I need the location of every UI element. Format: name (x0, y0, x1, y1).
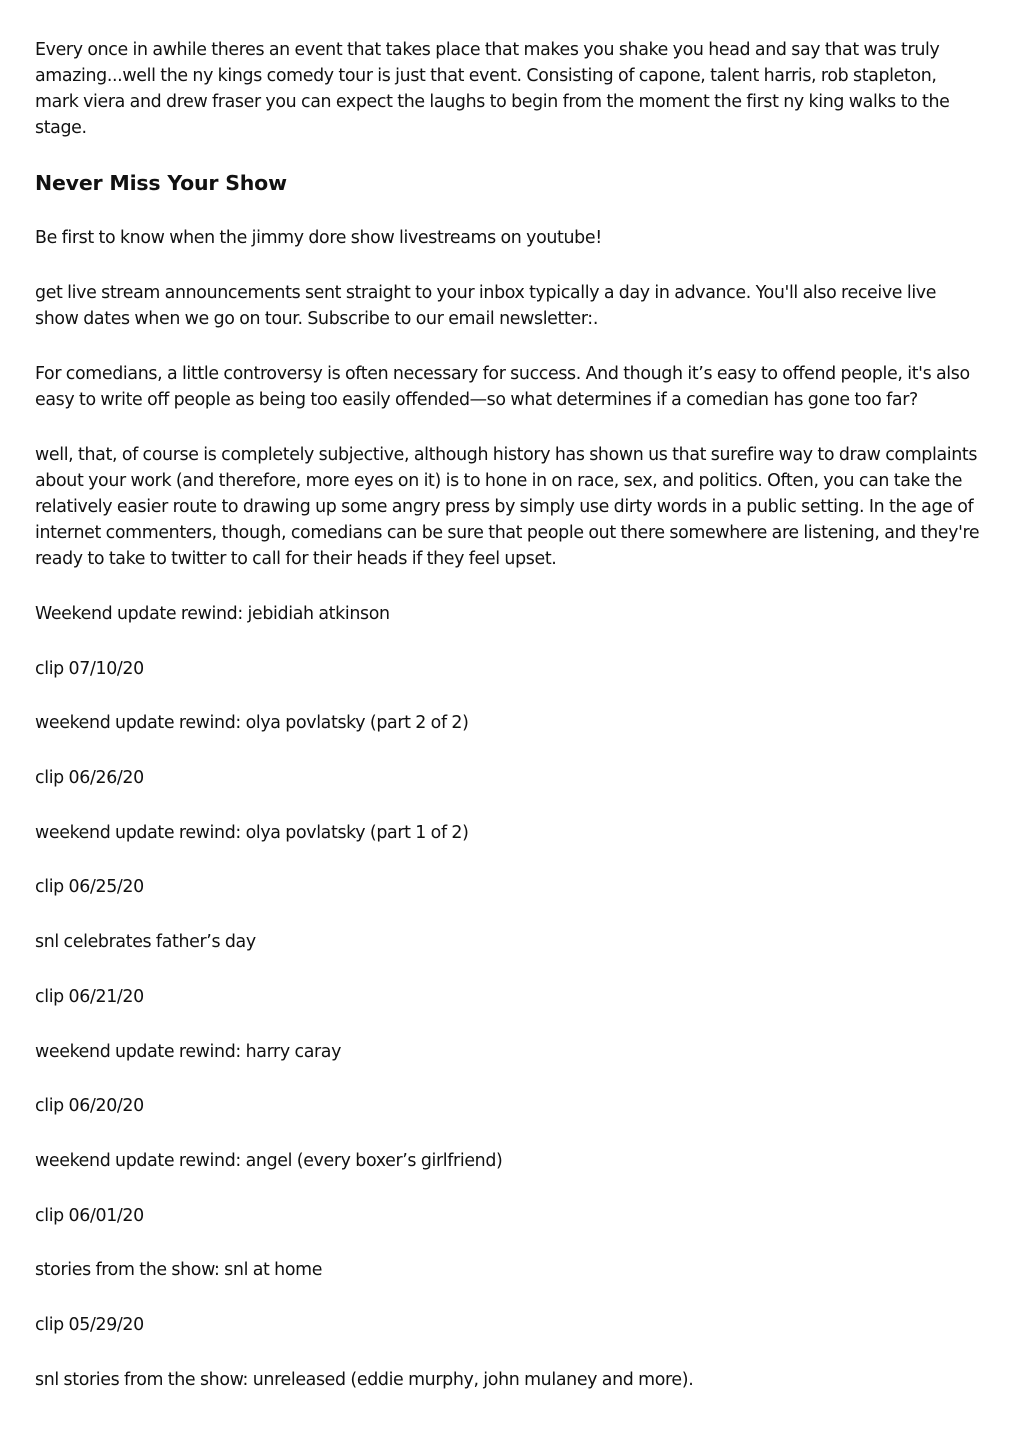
list-item: Weekend update rewind: jebidiah atkinson (35, 604, 390, 624)
article (35, 37, 984, 1393)
paragraph: get live stream announcements sent straight to your inbox typically a day in advance. You'll also receive live show dates when we go on tour. Subscribe to our email newsletter:. (35, 283, 937, 329)
intro-paragraph: Every once in awhile theres an event that takes place that makes you shake you head and say that was truly amazing...well the ny kings comedy tour is just that event. Consisting of capone, talent harris, rob stapleton, mark viera and drew fraser you can expect the laughs to begin from the moment the first ny king walks to the stage. (35, 40, 950, 138)
paragraph: well, that, of course is completely subjective, although history has shown us that surefire way to draw complaints about your work (and therefore, more eyes on it) is to hone in on race, sex, and politics. Often, you can take the relatively easier route to drawing up some angry press by simply use dirty words in a public setting. In the age of internet commenters, though, comedians can be sure that people out there somewhere are listening, and they're ready to take to twitter to call for their heads if they feel upset. (35, 445, 980, 569)
list-item: clip 05/29/20 (35, 1314, 144, 1335)
list-item: clip 06/26/20 (35, 768, 144, 789)
paragraph: Be first to know when the jimmy dore show livestreams on youtube! (35, 228, 602, 248)
list-item: stories from the show: snl at home (35, 1260, 323, 1281)
paragraph: For comedians, a little controversy is often necessary for success. And though it’s easy to offend people, it's also easy to write off people as being too easily offended—so what determines if a comedian has gone too far? (35, 364, 970, 410)
clip-list (35, 601, 984, 1393)
list-item: clip 06/20/20 (35, 1096, 144, 1117)
list-item: clip 07/10/20 (35, 658, 144, 679)
list-item: weekend update rewind: olya povlatsky (part 2 of 2) (35, 713, 469, 734)
list-item: snl stories from the show: unreleased (eddie murphy, john mulaney and more). (35, 1369, 694, 1390)
list-item: weekend update rewind: angel (every boxer’s girlfriend) (35, 1150, 503, 1171)
list-item: clip 06/01/20 (35, 1205, 144, 1226)
list-item: weekend update rewind: harry caray (35, 1041, 342, 1062)
section-heading: Never Miss Your Show (35, 171, 287, 195)
list-item: clip 06/21/20 (35, 986, 144, 1007)
list-item: weekend update rewind: olya povlatsky (part 1 of 2) (35, 822, 469, 843)
list-item: clip 06/25/20 (35, 877, 144, 898)
list-item: snl celebrates father’s day (35, 932, 256, 953)
